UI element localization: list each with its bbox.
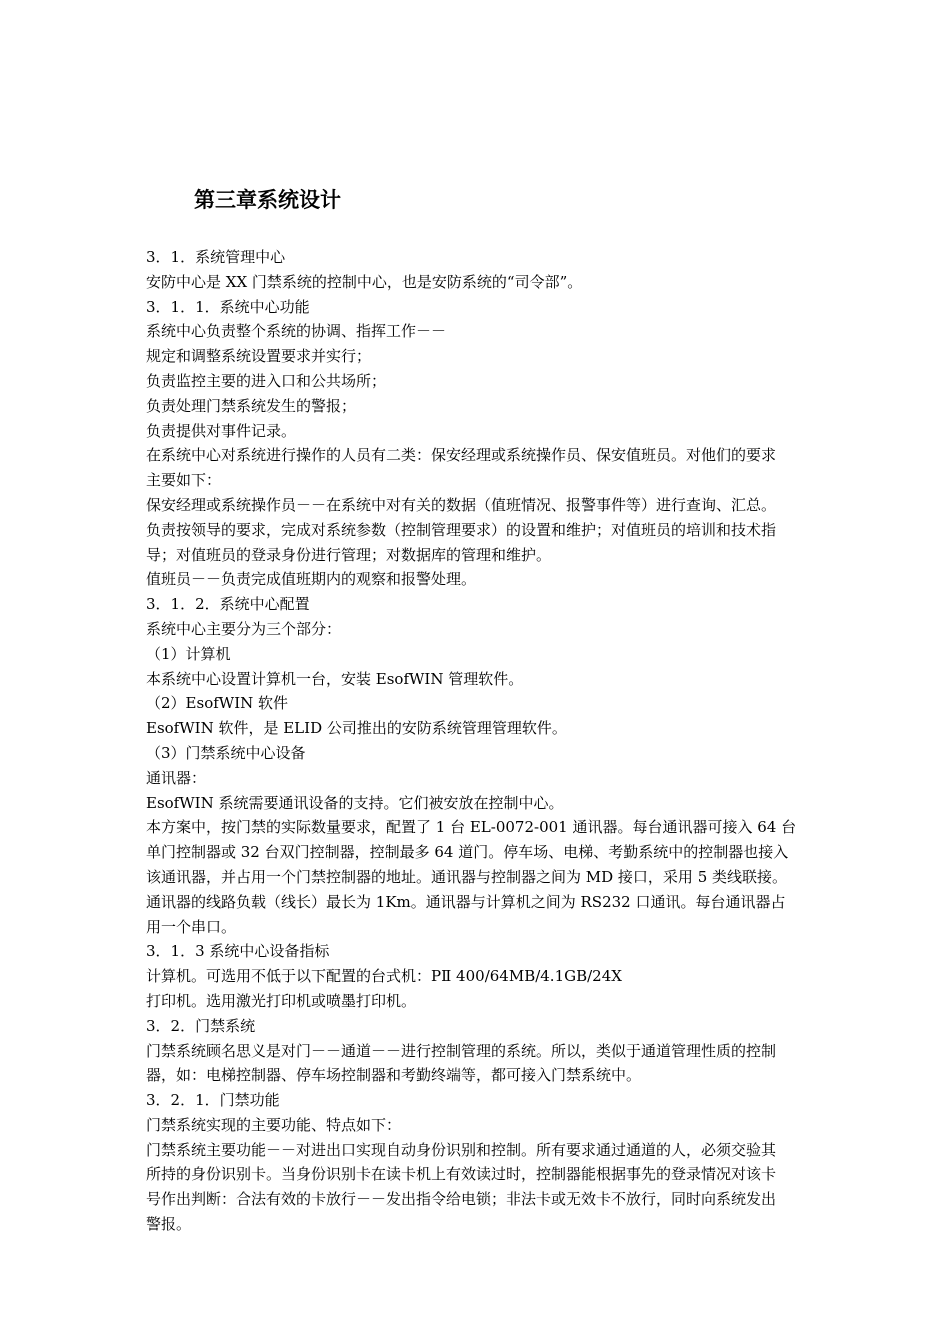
section-heading: 3．2．门禁系统 [146, 1016, 256, 1035]
text-line: 负责按领导的要求，完成对系统参数（控制管理要求）的设置和维护；对值班员的培训和技术指 [146, 520, 777, 539]
text-line: 规定和调整系统设置要求并实行； [146, 347, 372, 366]
text-line: 门禁系统实现的主要功能、特点如下： [146, 1115, 402, 1134]
text-line: 通讯器的线路负载（线长）最长为 1Km。通讯器与计算机之间为 RS232 口通讯。每台通讯器占 [146, 892, 786, 911]
text-line: 计算机。可选用不低于以下配置的台式机：PⅡ 400/64MB/4.1GB/24X [146, 967, 622, 986]
text-line: 单门控制器或 32 台双门控制器，控制最多 64 道门。停车场、电梯、考勤系统中的控制器也接入 [146, 843, 789, 862]
text-line: （1）计算机 [146, 644, 231, 663]
text-line: （3）门禁系统中心设备 [146, 743, 306, 762]
text-line: 负责提供对事件记录。 [146, 421, 297, 440]
text-line: 本系统中心设置计算机一台，安装 EsofWIN 管理软件。 [146, 669, 524, 688]
text-line: 保安经理或系统操作员－－在系统中对有关的数据（值班情况、报警事件等）进行查询、汇总。 [146, 495, 777, 514]
text-line: 导；对值班员的登录身份进行管理；对数据库的管理和维护。 [146, 545, 552, 564]
text-line: 系统中心负责整个系统的协调、指挥工作－－ [146, 322, 447, 341]
section-heading: 3．1．2．系统中心配置 [146, 595, 310, 614]
section-heading: 3．1．3 系统中心设备指标 [146, 942, 330, 961]
text-line: 系统中心主要分为三个部分： [146, 619, 342, 638]
text-line: 在系统中心对系统进行操作的人员有二类：保安经理或系统操作员、保安值班员。对他们的要求 [146, 446, 777, 465]
text-line: 值班员－－负责完成值班期内的观察和报警处理。 [146, 570, 477, 589]
text-line: 负责监控主要的进入口和公共场所； [146, 371, 387, 390]
text-line: 打印机。选用激光打印机或喷墨打印机。 [146, 991, 417, 1010]
text-line: 号作出判断：合法有效的卡放行－－发出指令给电锁；非法卡或无效卡不放行，同时向系统发出 [146, 1190, 777, 1209]
text-line: 用一个串口。 [146, 917, 237, 936]
text-line: 门禁系统主要功能－－对进出口实现自动身份识别和控制。所有要求通过通道的人，必须交验其 [146, 1140, 777, 1159]
text-line: 门禁系统顾名思义是对门－－通道－－进行控制管理的系统。所以，类似于通道管理性质的控制 [146, 1041, 777, 1060]
text-line: 本方案中，按门禁的实际数量要求，配置了 1 台 EL-0072-001 通讯器。每台通讯器可接入 64 台 [146, 818, 797, 837]
document-body [146, 245, 852, 1237]
chapter-title: 第三章系统设计 [194, 187, 341, 212]
text-line: （2）EsofWIN 软件 [146, 694, 289, 713]
section-heading: 3．1．系统管理中心 [146, 248, 286, 266]
text-line: 通讯器： [146, 768, 207, 787]
text-line: 安防中心是 XX 门禁系统的控制中心，也是安防系统的“司令部”。 [146, 272, 583, 291]
text-line: 主要如下： [146, 471, 222, 490]
text-line: 警报。 [146, 1215, 192, 1234]
text-line: EsofWIN 系统需要通讯设备的支持。它们被安放在控制中心。 [146, 793, 564, 812]
text-line: 器，如：电梯控制器、停车场控制器和考勤终端等，都可接入门禁系统中。 [146, 1066, 642, 1085]
section-heading: 3．1．1．系统中心功能 [146, 297, 310, 316]
text-line: 该通讯器，并占用一个门禁控制器的地址。通讯器与控制器之间为 MD 接口，采用 5 类线联接。 [146, 867, 788, 886]
text-line: 负责处理门禁系统发生的警报； [146, 396, 357, 415]
text-line: 所持的身份识别卡。当身份识别卡在读卡机上有效读过时，控制器能根据事先的登录情况对该卡 [146, 1165, 777, 1184]
text-line: EsofWIN 软件，是 ELID 公司推出的安防系统管理管理软件。 [146, 719, 567, 738]
section-heading: 3．2．1．门禁功能 [146, 1091, 280, 1110]
